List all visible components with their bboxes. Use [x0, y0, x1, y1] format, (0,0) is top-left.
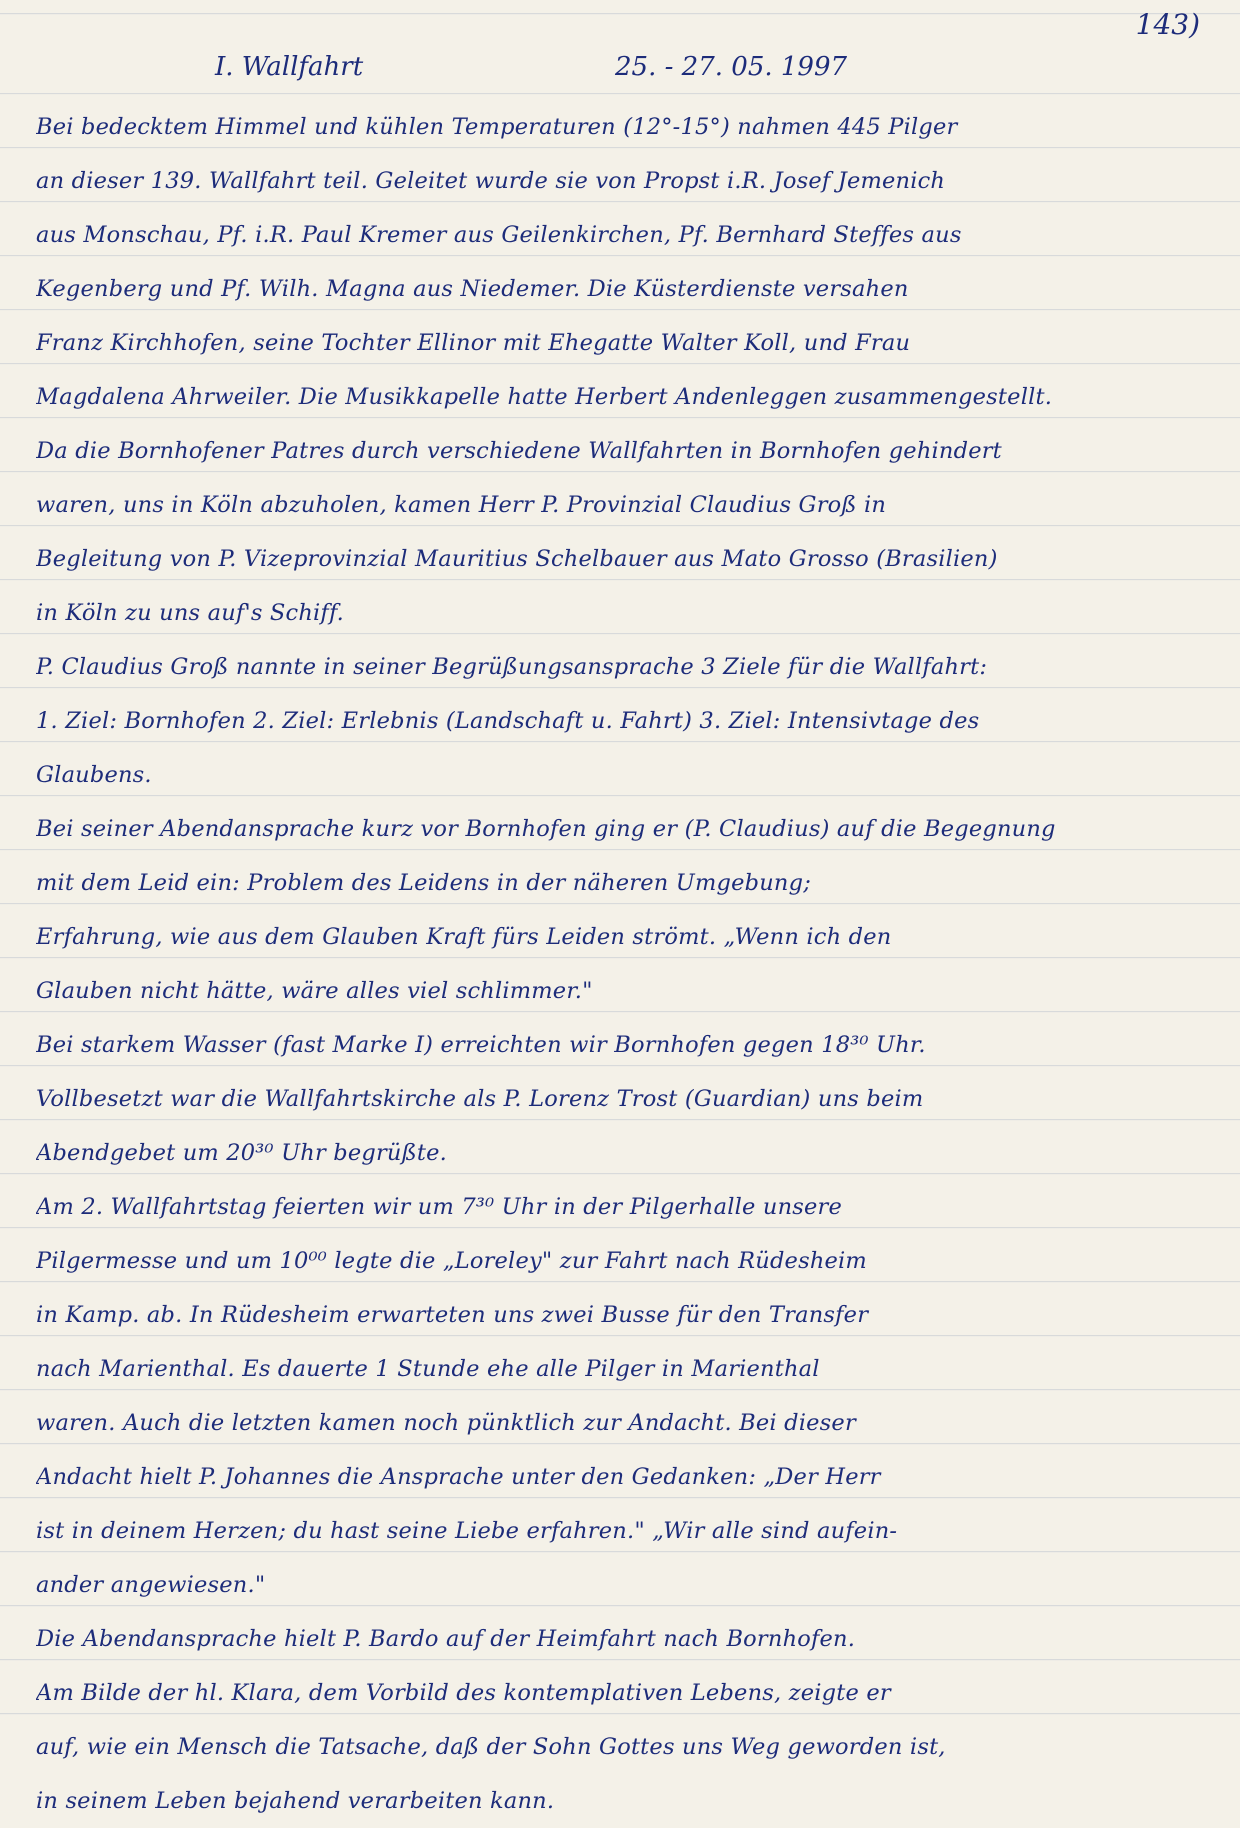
text-line: P. Claudius Groß nannte in seiner Begrüßungsansprache 3 Ziele für die Wallfahrt: [36, 654, 988, 680]
text-line: aus Monschau, Pf. i.R. Paul Kremer aus Geilenkirchen, Pf. Bernhard Steffes aus [36, 222, 962, 248]
text-line: Magdalena Ahrweiler. Die Musikkapelle hatte Herbert Andenleggen zusammengestellt. [36, 384, 1053, 410]
text-line: ander angewiesen." [36, 1572, 266, 1598]
text-line: Die Abendansprache hielt P. Bardo auf der Heimfahrt nach Bornhofen. [36, 1626, 856, 1652]
text-line: ist in deinem Herzen; du hast seine Liebe erfahren." „Wir alle sind aufein- [36, 1518, 898, 1544]
text-line: Andacht hielt P. Johannes die Ansprache unter den Gedanken: „Der Herr [36, 1464, 881, 1490]
text-line: waren, uns in Köln abzuholen, kamen Herr P. Provinzial Claudius Groß in [36, 492, 887, 518]
text-line: Bei bedecktem Himmel und kühlen Temperaturen (12°-15°) nahmen 445 Pilger [36, 114, 958, 140]
page-number: 143) [1135, 8, 1200, 41]
text-line: 1. Ziel: Bornhofen 2. Ziel: Erlebnis (Landschaft u. Fahrt) 3. Ziel: Intensivtage des [36, 708, 980, 734]
text-line: in Köln zu uns auf's Schiff. [36, 600, 345, 626]
text-line: Am Bilde der hl. Klara, dem Vorbild des kontemplativen Lebens, zeigte er [36, 1680, 891, 1706]
entry-header [215, 52, 1115, 92]
text-line: auf, wie ein Mensch die Tatsache, daß der Sohn Gottes uns Weg geworden ist, [36, 1734, 946, 1760]
text-line: Pilgermesse und um 10⁰⁰ legte die „Loreley" zur Fahrt nach Rüdesheim [36, 1248, 867, 1274]
text-line: Bei seiner Abendansprache kurz vor Bornhofen ging er (P. Claudius) auf die Begegnung [36, 816, 1056, 842]
text-line: mit dem Leid ein: Problem des Leidens in der näheren Umgebung; [36, 870, 811, 896]
text-line: Glaubens. [36, 762, 152, 788]
text-line: Vollbesetzt war die Wallfahrtskirche als P. Lorenz Trost (Guardian) uns beim [36, 1086, 924, 1112]
text-line: Franz Kirchhofen, seine Tochter Ellinor mit Ehegatte Walter Koll, und Frau [36, 330, 911, 356]
entry-date: 25. - 27. 05. 1997 [615, 52, 848, 82]
text-line: Bei starkem Wasser (fast Marke I) erreichten wir Bornhofen gegen 18³⁰ Uhr. [36, 1032, 926, 1058]
text-line: in seinem Leben bejahend verarbeiten kann. [36, 1788, 555, 1814]
text-line: Begleitung von P. Vizeprovinzial Mauritius Schelbauer aus Mato Grosso (Brasilien) [36, 546, 998, 572]
text-line: Glauben nicht hätte, wäre alles viel schlimmer." [36, 978, 593, 1004]
text-line: waren. Auch die letzten kamen noch pünktlich zur Andacht. Bei dieser [36, 1410, 856, 1436]
text-line: nach Marienthal. Es dauerte 1 Stunde ehe alle Pilger in Marienthal [36, 1356, 820, 1382]
text-line: an dieser 139. Wallfahrt teil. Geleitet wurde sie von Propst i.R. Josef Jemenich [36, 168, 946, 194]
text-line: Am 2. Wallfahrtstag feierten wir um 7³⁰ Uhr in der Pilgerhalle unsere [36, 1194, 842, 1220]
text-line: in Kamp. ab. In Rüdesheim erwarteten uns zwei Busse für den Transfer [36, 1302, 869, 1328]
entry-title: I. Wallfahrt [215, 52, 364, 82]
text-line: Da die Bornhofener Patres durch verschiedene Wallfahrten in Bornhofen gehindert [36, 438, 1002, 464]
text-line: Erfahrung, wie aus dem Glauben Kraft fürs Leiden strömt. „Wenn ich den [36, 924, 892, 950]
handwritten-body [36, 100, 1206, 1828]
text-line: Abendgebet um 20³⁰ Uhr begrüßte. [36, 1140, 447, 1166]
text-line: Kegenberg und Pf. Wilh. Magna aus Niedemer. Die Küsterdienste versahen [36, 276, 909, 302]
